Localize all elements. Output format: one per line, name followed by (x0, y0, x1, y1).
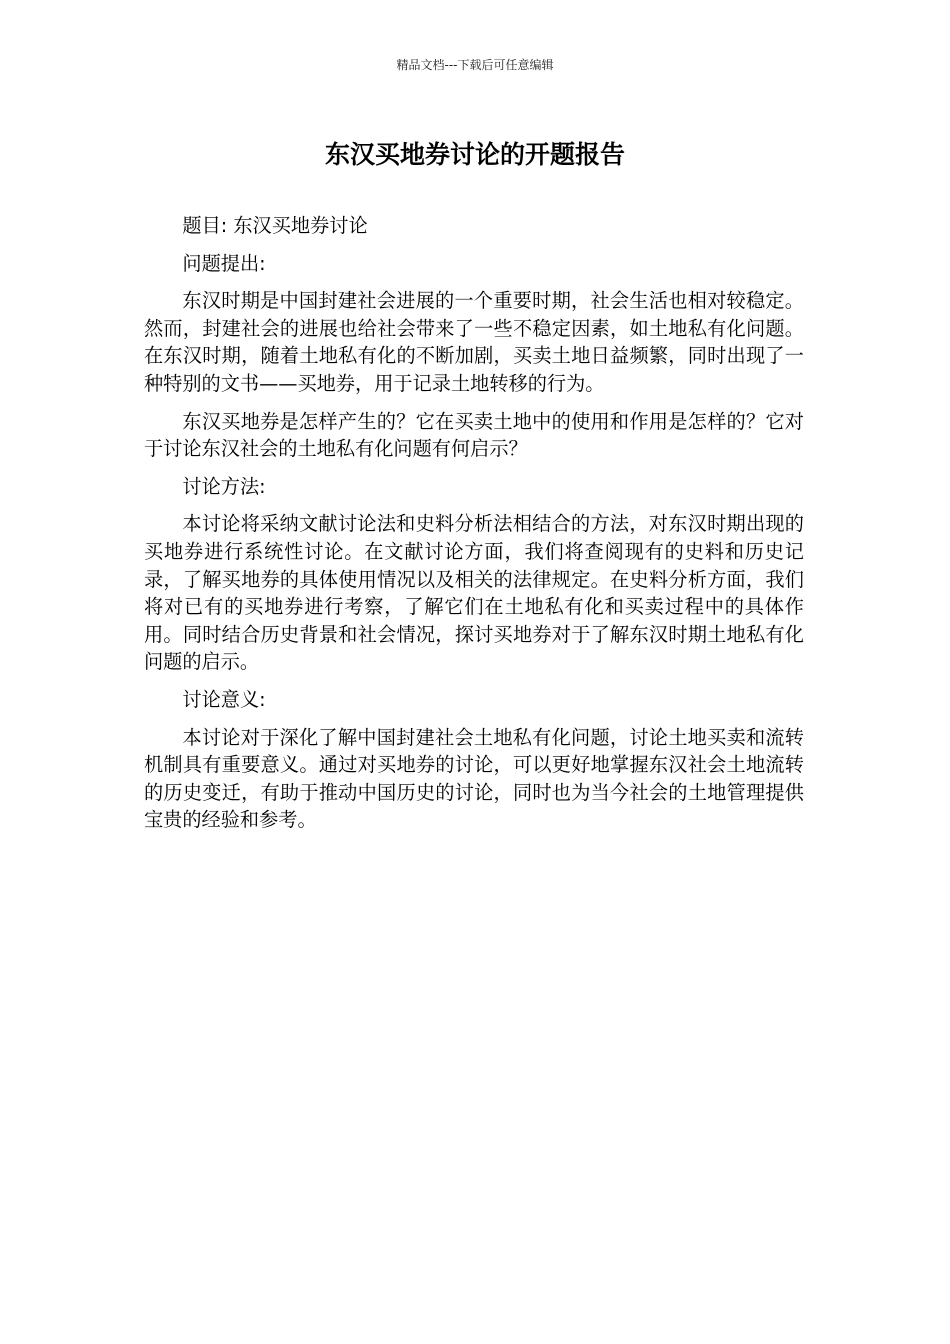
section-heading-significance: 讨论意义: (182, 687, 266, 711)
paragraph-background: 东汉时期是中国封建社会进展的一个重要时期，社会生活也相对较稳定。然而，封建社会的进展也给社会带来了一些不稳定因素，如土地私有化问题。在东汉时期，随着土地私有化的不断加剧，买卖土地日益频繁，同时出现了一种特别的文书——买地券，用于记录土地转移的行为。 (144, 289, 804, 395)
section-heading-method: 讨论方法: (182, 474, 266, 498)
paragraph-method: 本讨论将采纳文献讨论法和史料分析法相结合的方法，对东汉时期出现的买地券进行系统性讨论。在文献讨论方面，我们将查阅现有的史料和历史记录，了解买地券的具体使用情况以及相关的法律规定。在史料分析方面，我们将对已有的买地券进行考察，了解它们在土地私有化和买卖过程中的具体作用。同时结合历史背景和社会情况，探讨买地券对于了解东汉时期土地私有化问题的启示。 (144, 512, 804, 674)
section-heading-problem: 问题提出: (182, 251, 266, 275)
page-header-note: 精品文档---下载后可任意编辑 (396, 58, 554, 72)
paragraph-questions: 东汉买地券是怎样产生的？它在买卖土地中的使用和作用是怎样的？它对于讨论东汉社会的土地私有化问题有何启示？ (144, 409, 804, 461)
topic-line: 题目: 东汉买地券讨论 (182, 214, 368, 237)
document-title: 东汉买地券讨论的开题报告 (324, 140, 625, 169)
document-body (144, 212, 804, 844)
paragraph-significance: 本讨论对于深化了解中国封建社会土地私有化问题，讨论土地买卖和流转机制具有重要意义。通过对买地券的讨论，可以更好地掌握东汉社会土地流转的历史变迁，有助于推动中国历史的讨论，同时也为当今社会的土地管理提供宝贵的经验和参考。 (144, 725, 804, 832)
